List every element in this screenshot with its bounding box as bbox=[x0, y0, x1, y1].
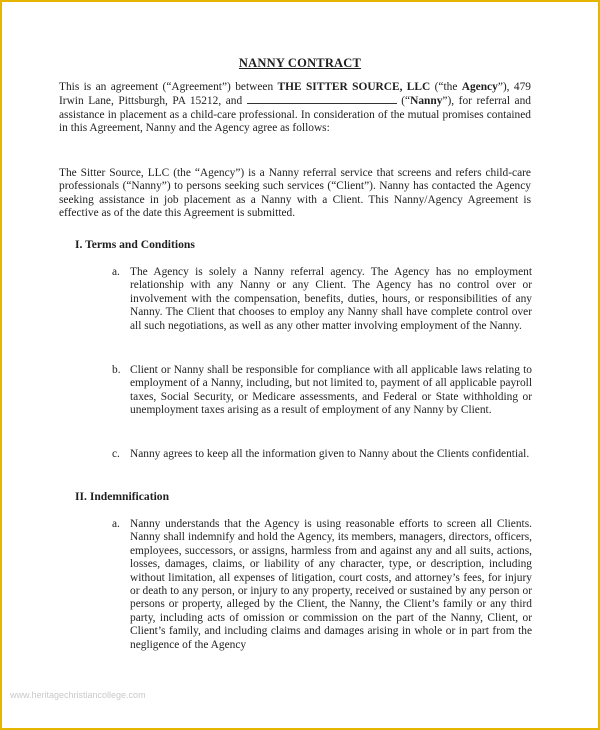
watermark: www.heritagechristiancollege.com bbox=[10, 690, 146, 700]
intro-paragraph bbox=[59, 81, 531, 136]
nanny-name-blank[interactable] bbox=[247, 94, 397, 104]
intro-text-5: ”), for referral and assistance in placement as a child-care professional. In consideration of the mutual promises contained in this Agreement, Nanny and the Agency agree as follows: bbox=[59, 95, 531, 135]
list-marker: b. bbox=[112, 364, 121, 376]
list-item bbox=[112, 266, 532, 333]
list-item bbox=[112, 518, 532, 652]
intro-text-2: (“the bbox=[430, 81, 462, 93]
document-title: NANNY CONTRACT bbox=[238, 56, 362, 70]
intro-text-1: This is an agreement (“Agreement”) between bbox=[59, 81, 278, 93]
company-name: THE SITTER SOURCE, LLC bbox=[277, 81, 431, 93]
list-item-text: Nanny agrees to keep all the information given to Nanny about the Clients confidential. bbox=[130, 448, 530, 460]
list-marker: a. bbox=[112, 266, 120, 278]
intro-text-3: ”), 479 Irwin Lane, Pittsburgh, PA 15212, and bbox=[59, 81, 531, 108]
list-item-text: Client or Nanny shall be responsible for compliance with all applicable laws relating to employment of a Nanny, including, but not limited to, payment of all applicable payroll taxes, Social Security, or Medicare assessments, and Federal or State withholding or unemployment taxes arising as a result of employment of any Nanny by Client. bbox=[130, 364, 532, 417]
list-item-text: The Agency is solely a Nanny referral agency. The Agency has no employment relationship with any Nanny or any Client. The Agency has no control over or involvement with the compensation, benefits, duties, hours, or responsibilities of any Nanny. The Client that chooses to employ any Nanny shall have complete control over all such negotiations, as well as any other matter involving employment of the Nanny. bbox=[130, 266, 532, 332]
section-heading-terms: I. Terms and Conditions bbox=[75, 238, 195, 251]
list-marker: a. bbox=[112, 518, 120, 530]
agency-description-paragraph: The Sitter Source, LLC (the “Agency”) is a Nanny referral service that screens and refers child-care professionals (“Nanny”) to persons seeking such services (“Client”). Nanny has contacted the Agency seeking assistance in job placement as a Nanny with a Client. This Nanny/Agency Agreement is effective as of the date this Agreement is submitted. bbox=[59, 167, 531, 220]
list-item bbox=[112, 448, 532, 461]
section-heading-indemnification: II. Indemnification bbox=[75, 490, 170, 503]
agency-term: Agency bbox=[461, 81, 498, 93]
nanny-term: Nanny bbox=[410, 95, 443, 108]
list-marker: c. bbox=[112, 448, 120, 460]
list-item bbox=[112, 364, 532, 418]
list-item-text: Nanny understands that the Agency is using reasonable efforts to screen all Clients. Nanny shall indemnify and hold the Agency, its members, managers, directors, officers, employees, successors, or assigns, harmless from and against any and all suits, actions, losses, damages, claims, or liability of any character, type, or description, including without limitation, all expenses of litigation, court costs, and attorney’s fees, for injury or death to any person, or injury to any property, received or sustained by any person or persons or property, alleged by the Client, the Nanny, the Client’s family or any third party, including acts of omission or commission on the part of the Nanny, Client, or Client’s family, and including claims and damages arising in whole or in part from the negligence of the Agency bbox=[130, 518, 532, 651]
intro-text-4: (“ bbox=[396, 95, 411, 108]
